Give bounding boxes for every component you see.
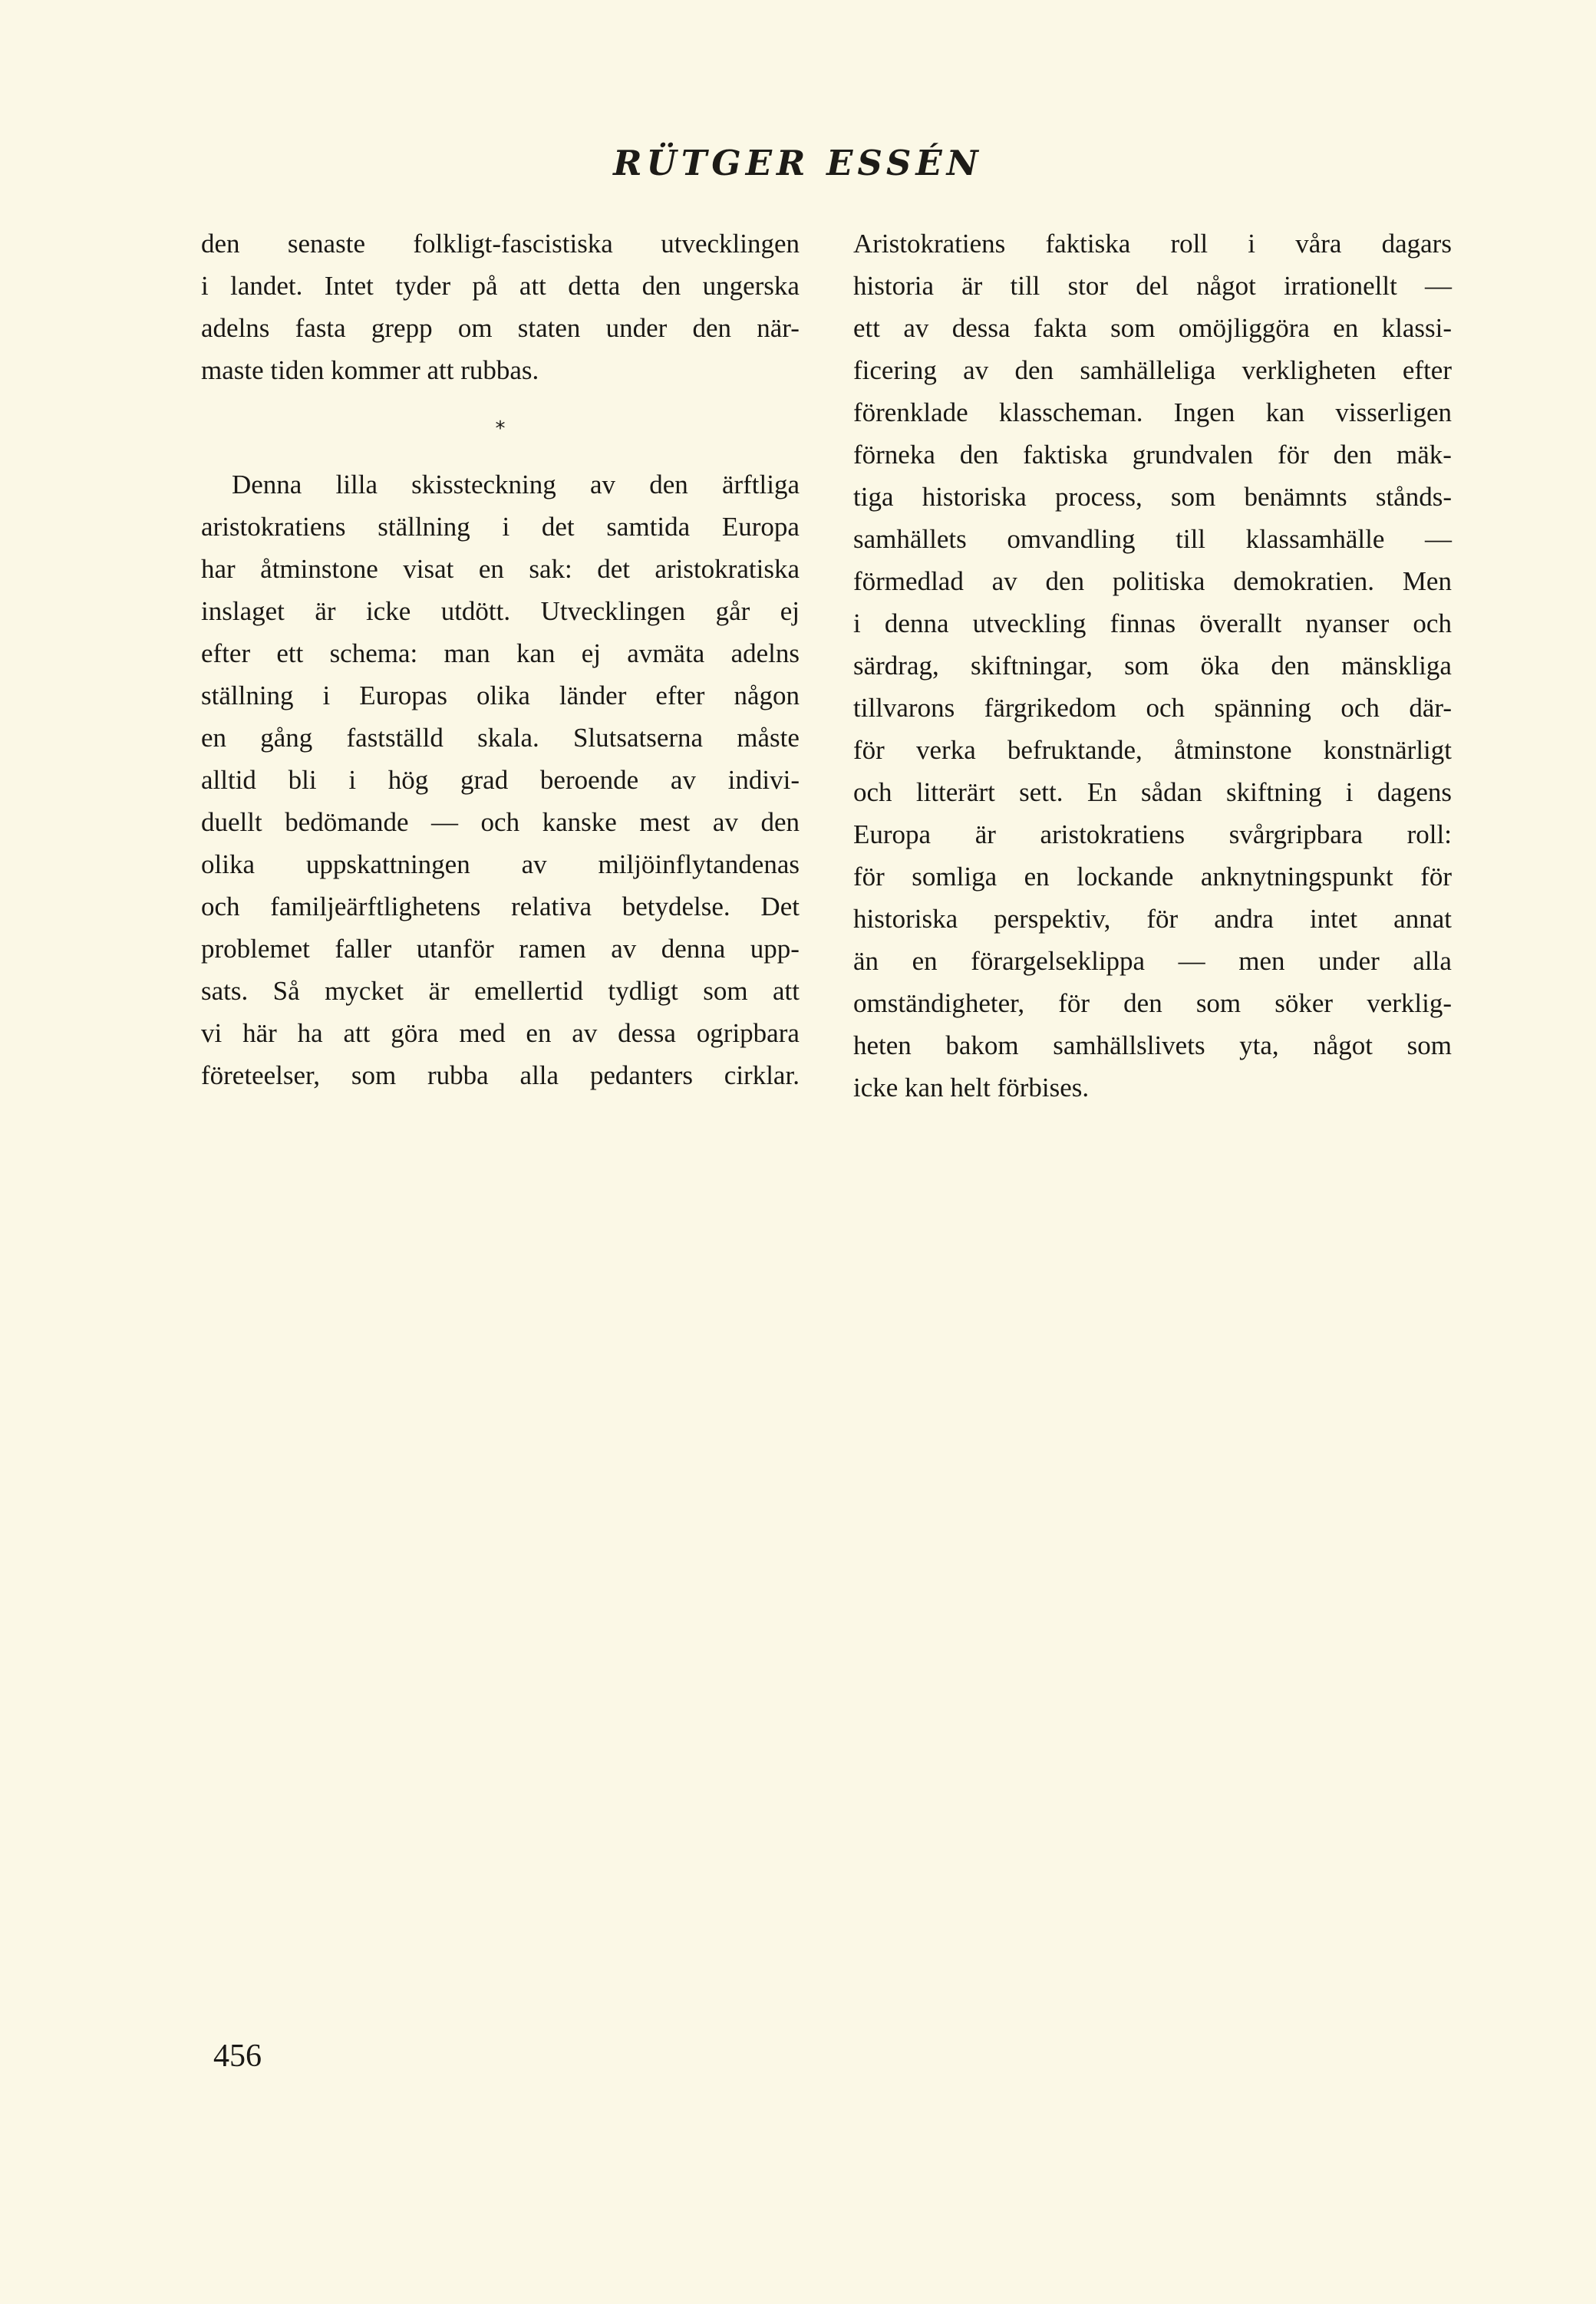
text-line: Europa är aristokratiens svårgripbara roll: xyxy=(853,819,1452,849)
paragraph xyxy=(853,222,1452,1109)
text-line: problemet faller utanför ramen av denna upp- xyxy=(201,934,800,964)
text-line: alltid bli i hög grad beroende av indivi- xyxy=(201,765,800,795)
text-line: maste tiden kommer att rubbas. xyxy=(201,355,539,385)
text-line: särdrag, skiftningar, som öka den mänskliga xyxy=(853,651,1452,681)
text-line: heten bakom samhällslivets yta, något som xyxy=(853,1030,1452,1060)
text-line: olika uppskattningen av miljöinflytandenas xyxy=(201,849,800,879)
right-column xyxy=(853,222,1452,1109)
text-line: i denna utveckling finnas överallt nyanser och xyxy=(853,608,1452,638)
text-line: vi här ha att göra med en av dessa ogripbara xyxy=(201,1018,800,1048)
text-line: historia är till stor del något irrationellt — xyxy=(853,271,1452,301)
text-line: för somliga en lockande anknytningspunkt för xyxy=(853,862,1452,892)
paragraph xyxy=(201,222,800,391)
text-line: samhällets omvandling till klassamhälle — xyxy=(853,524,1452,554)
text-line: än en förargelseklippa — men under alla xyxy=(853,946,1452,976)
text-line: adelns fasta grepp om staten under den när- xyxy=(201,313,800,343)
text-line: icke kan helt förbises. xyxy=(853,1073,1090,1103)
text-line: tillvarons färgrikedom och spänning och där- xyxy=(853,693,1452,723)
text-line: förmedlad av den politiska demokratien. Men xyxy=(853,566,1452,596)
text-line: och familjeärftlighetens relativa betydelse. Det xyxy=(201,892,800,921)
text-line: ett av dessa fakta som omöjliggöra en klassi- xyxy=(853,313,1452,343)
text-line: tiga historiska process, som benämnts stånds- xyxy=(853,482,1452,512)
text-line: den senaste folkligt-fascistiska utvecklingen xyxy=(201,229,800,259)
left-column xyxy=(201,222,800,1096)
text-line: ficering av den samhälleliga verkligheten efter xyxy=(853,355,1452,385)
text-line: en gång fastställd skala. Slutsatserna måste xyxy=(201,723,800,753)
section-separator: * xyxy=(495,417,506,440)
text-line: förneka den faktiska grundvalen för den mäk- xyxy=(853,440,1452,470)
text-line: sats. Så mycket är emellertid tydligt som att xyxy=(201,976,800,1006)
text-line: har åtminstone visat en sak: det aristokratiska xyxy=(201,554,800,584)
text-line: ställning i Europas olika länder efter någon xyxy=(201,681,800,710)
text-line: historiska perspektiv, för andra intet annat xyxy=(853,904,1452,934)
text-line: för verka befruktande, åtminstone konstnärligt xyxy=(853,735,1452,765)
text-line: efter ett schema: man kan ej avmäta adelns xyxy=(201,638,800,668)
text-line: förenklade klasscheman. Ingen kan visserligen xyxy=(853,397,1452,427)
text-line: duellt bedömande — och kanske mest av den xyxy=(201,807,800,837)
page-number: 456 xyxy=(213,2039,262,2074)
text-line: omständigheter, för den som söker verklig- xyxy=(853,988,1452,1018)
text-line: aristokratiens ställning i det samtida Europa xyxy=(201,512,800,542)
text-line: i landet. Intet tyder på att detta den ungerska xyxy=(201,271,800,301)
paragraph xyxy=(201,463,800,1096)
text-line: Aristokratiens faktiska roll i våra dagars xyxy=(853,229,1452,259)
running-head-author: RÜTGER ESSÉN xyxy=(613,143,983,183)
text-line: företeelser, som rubba alla pedanters cirklar. xyxy=(201,1060,800,1090)
text-line: Denna lilla skissteckning av den ärftliga xyxy=(232,470,800,499)
text-line: inslaget är icke utdött. Utvecklingen går ej xyxy=(201,596,800,626)
text-line: och litterärt sett. En sådan skiftning i dagens xyxy=(853,777,1452,807)
